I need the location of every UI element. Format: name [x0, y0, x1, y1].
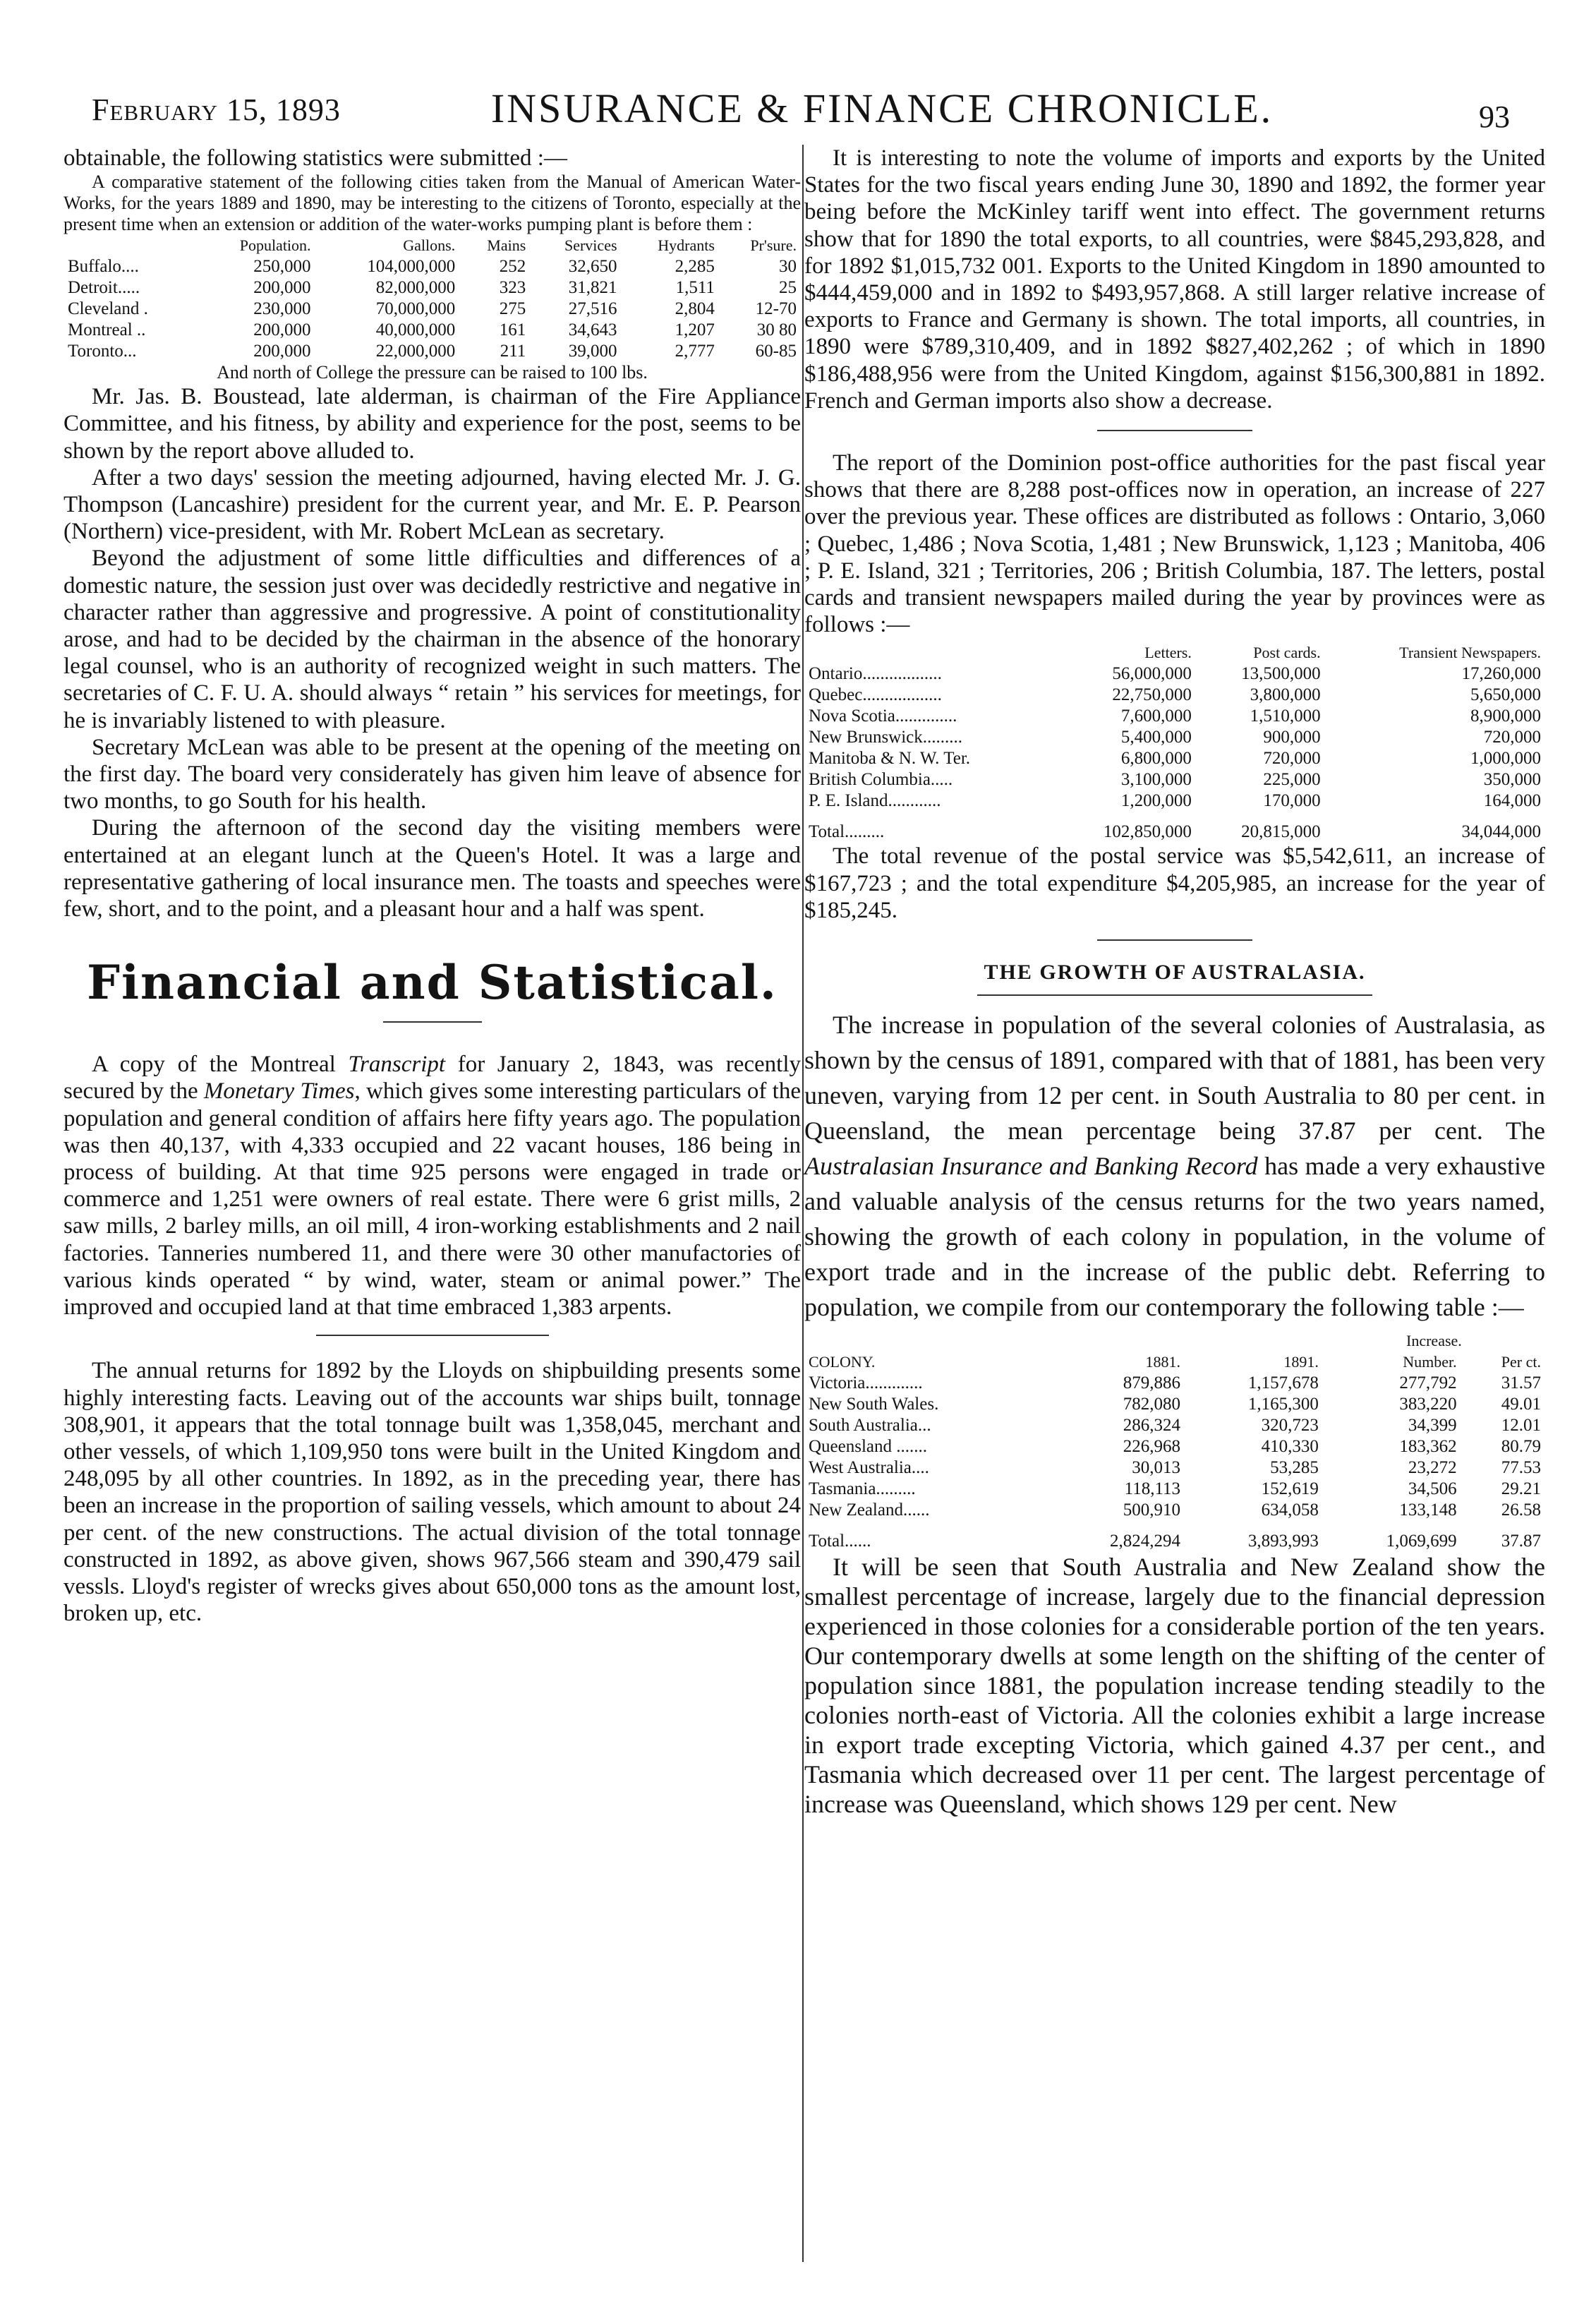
boustead-paragraph: Mr. Jas. B. Boustead, late alderman, is chairman of the Fire Appliance Committee, and his fitness, by ability and experience for the post, seems to be shown by the report above alluded to. [64, 384, 801, 464]
table-cell: Cleveland . [68, 299, 148, 319]
table-cell: 225,000 [1263, 770, 1321, 790]
table-cell: 1,510,000 [1250, 706, 1321, 726]
publication-title: INSURANCE & FINANCE CHRONICLE. [490, 85, 1274, 131]
table-cell: 37.87 [1501, 1532, 1541, 1551]
table-cell: Montreal .. [68, 320, 146, 340]
table-cell: 102,850,000 [1103, 822, 1192, 842]
table-cell: 34,643 [568, 320, 617, 340]
table-cell: 77.53 [1501, 1458, 1541, 1478]
table-cell: 164,000 [1483, 791, 1541, 811]
meeting-adjourned-paragraph: After a two days' session the meeting adjourned, having elected Mr. J. G. Thompson (Lancashire) president for the current year, and Mr. E. P. Pearson (Northern) vice-president, with Mr. Robert McLean as secretary. [64, 464, 801, 545]
total-row [804, 1521, 1545, 1552]
table-cell: 82,000,000 [375, 278, 456, 298]
column-header [64, 235, 196, 256]
table-cell: 1,207 [675, 320, 715, 340]
table-row [804, 1457, 1545, 1479]
table-cell: 3,800,000 [1250, 685, 1321, 705]
table-cell: 13,500,000 [1241, 664, 1321, 684]
table-cell: 12-70 [755, 299, 797, 319]
column-header [804, 642, 1054, 663]
table-cell: 3,100,000 [1120, 770, 1192, 790]
table-cell: New Brunswick......... [809, 728, 963, 747]
table-cell: 27,516 [568, 299, 617, 319]
right-column [804, 145, 1545, 1819]
table-cell: 6,800,000 [1120, 749, 1192, 769]
table-cell: 39,000 [568, 342, 617, 361]
table-cell: 80.79 [1501, 1437, 1541, 1457]
table-row [804, 1500, 1545, 1521]
table-cell: 2,824,294 [1110, 1532, 1181, 1551]
table-cell: 1,511 [675, 278, 715, 298]
table-row [804, 1436, 1545, 1457]
water-works-table [64, 235, 801, 362]
table-cell: British Columbia..... [809, 770, 953, 790]
table-cell: 60-85 [755, 342, 797, 361]
table-row [64, 341, 801, 362]
table-cell: 2,285 [675, 257, 715, 277]
table-cell: Toronto... [68, 342, 137, 361]
column-header: Population. [239, 236, 311, 255]
table-cell: 12.01 [1501, 1416, 1541, 1436]
table-cell: 1,000,000 [1470, 749, 1541, 769]
article-separator [1097, 430, 1252, 431]
table-cell: 20,815,000 [1241, 822, 1321, 842]
table-cell: 1,165,300 [1247, 1395, 1319, 1414]
table-cell: 30 [779, 257, 797, 277]
table-cell: New South Wales. [809, 1395, 939, 1414]
table-cell: 350,000 [1483, 770, 1541, 790]
comparative-statement-note: A comparative statement of the following cities taken from the Manual of American Water-Works, for the years 1889 and 1890, may be interesting to the citizens of Toronto, especially at the present time when an extension or addition of the water-works pumping plant is before them : [64, 172, 801, 235]
column-divider [802, 145, 804, 2262]
table-cell: 133,148 [1399, 1500, 1457, 1520]
lloyds-paragraph: The annual returns for 1892 by the Lloyds on shipbuilding presents some highly interesting facts. Leaving out of the accounts war ships built, tonnage 308,901, it appears that the total tonnage built was 1,358,045, merchant and other vessels, of which 1,109,950 tons were built in the United Kingdom and 248,095 by all other countries. In 1892, as in the preceding year, there has been an increase in the proportion of sailing vessels, which amount to about 24 per cent. of the new constructions. The actual division of the total tonnage constructed in 1892, as above given, shows 967,566 steam and 390,479 sail vessls. Lloyd's register of wrecks gives about 650,000 tons as the amount lost, broken up, etc. [64, 1358, 801, 1627]
table-cell: 31,821 [568, 278, 617, 298]
table-cell: 26.58 [1501, 1500, 1541, 1520]
table-row [804, 790, 1545, 812]
table-cell: 118,113 [1124, 1479, 1181, 1499]
table-cell: Total......... [809, 822, 885, 842]
table-cell: 286,324 [1123, 1416, 1181, 1436]
lunch-paragraph: During the afternoon of the second day the visiting members were entertained at an elegant lunch at the Queen's Hotel. It was a large and representative gathering of local insurance men. The toasts and speeches were few, short, and to the point, and a pleasant hour and a half was spent. [64, 815, 801, 922]
section-heading-financial: Financial and Statistical. [87, 955, 778, 1011]
column-header: Services [564, 236, 617, 255]
post-office-paragraph: The report of the Dominion post-office authorities for the past fiscal year shows that there are 8,288 post-offices now in operation, an increase of 227 over the previous year. These offices are distributed as follows : Ontario, 3,060 ; Quebec, 1,486 ; Nova Scotia, 1,481 ; New Brunswick, 1,123 ; Manitoba, 406 ; P. E. Island, 321 ; Territories, 206 ; British Columbia, 187. The letters, postal cards and transient newspapers mailed during the year by provinces were as follows :— [804, 450, 1545, 638]
table-cell: West Australia.... [809, 1458, 929, 1478]
left-column [64, 145, 801, 1627]
column-header: Per ct. [1501, 1353, 1541, 1371]
article-separator [316, 1335, 549, 1336]
table-cell: 720,000 [1263, 749, 1321, 769]
table-cell: 226,968 [1123, 1437, 1181, 1457]
table-cell: 211 [500, 342, 526, 361]
table-cell: P. E. Island............ [809, 791, 941, 811]
table-cell: 40,000,000 [375, 320, 456, 340]
table-cell: Buffalo.... [68, 257, 139, 277]
table-cell: South Australia... [809, 1416, 931, 1436]
table-cell: 7,600,000 [1120, 706, 1192, 726]
table-group-header-row [804, 1330, 1545, 1352]
table-cell: 34,399 [1408, 1416, 1457, 1436]
column-header: Gallons. [403, 236, 456, 255]
pressure-note: And north of College the pressure can be raised to 100 lbs. [217, 362, 648, 383]
table-cell: 250,000 [253, 257, 311, 277]
table-row [804, 727, 1545, 748]
table-row [64, 299, 801, 320]
table-cell: 34,506 [1408, 1479, 1457, 1499]
table-cell: 30 80 [756, 320, 797, 340]
table-cell: 634,058 [1261, 1500, 1319, 1520]
heading-rule [383, 1021, 482, 1023]
table-row [804, 706, 1545, 727]
table-cell: 383,220 [1399, 1395, 1457, 1414]
table-cell: Manitoba & N. W. Ter. [809, 749, 971, 769]
heading-rule [977, 994, 1372, 996]
table-cell: 275 [499, 299, 526, 319]
table-cell: Queensland ....... [809, 1437, 928, 1457]
table-cell: Detroit..... [68, 278, 140, 298]
issue-date: February 15, 1893 [92, 92, 341, 127]
table-cell: 29.21 [1501, 1479, 1541, 1499]
table-cell: 22,000,000 [375, 342, 456, 361]
table-cell: 70,000,000 [375, 299, 456, 319]
table-cell: 500,910 [1123, 1500, 1181, 1520]
table-cell: 200,000 [253, 278, 311, 298]
column-header: Letters. [1144, 644, 1192, 662]
table-row [804, 663, 1545, 685]
table-cell: 8,900,000 [1470, 706, 1541, 726]
table-cell: 183,362 [1399, 1437, 1457, 1457]
column-header: 1891. [1283, 1353, 1319, 1371]
colony-population-table [804, 1330, 1545, 1552]
table-header-row [64, 235, 801, 256]
table-cell: New Zealand...... [809, 1500, 930, 1520]
table-cell: 49.01 [1501, 1395, 1541, 1414]
table-row [64, 320, 801, 341]
table-cell: 1,157,678 [1247, 1373, 1319, 1393]
table-cell: 23,272 [1408, 1458, 1457, 1478]
table-row [804, 1479, 1545, 1500]
table-cell: 320,723 [1261, 1416, 1319, 1436]
table-row [804, 769, 1545, 790]
table-cell: 252 [499, 257, 526, 277]
table-cell: 720,000 [1483, 728, 1541, 747]
table-row [804, 1394, 1545, 1415]
table-cell: 5,400,000 [1120, 728, 1192, 747]
column-header: 1881. [1145, 1353, 1181, 1371]
table-cell: 782,080 [1123, 1395, 1181, 1414]
table-cell: 170,000 [1263, 791, 1321, 811]
table-cell: 32,650 [568, 257, 617, 277]
table-cell: 200,000 [253, 342, 311, 361]
table-cell: 1,200,000 [1120, 791, 1192, 811]
table-cell: 56,000,000 [1112, 664, 1192, 684]
table-cell: 277,792 [1399, 1373, 1457, 1393]
column-header: Number. [1403, 1353, 1457, 1371]
table-cell: 2,804 [675, 299, 715, 319]
table-cell: Victoria............. [809, 1373, 923, 1393]
postal-revenue-paragraph: The total revenue of the postal service was $5,542,611, an increase of $167,723 ; and the total expenditure $4,205,985, an increase for the year of $185,245. [804, 843, 1545, 923]
article-separator [1097, 939, 1252, 941]
table-cell: Ontario.................. [809, 664, 942, 684]
table-cell: 22,750,000 [1112, 685, 1192, 705]
table-cell: 161 [499, 320, 526, 340]
australasia-paragraph: The increase in population of the several colonies of Australasia, as shown by the census of 1891, compared with that of 1881, has been very uneven, varying from 12 per cent. in South Australia to 80 per cent. in Queensland, the mean percentage being 37.87 per cent. The Australasian Insurance and Banking Record has made a very exhaustive and valuable analysis of the census returns for the two years named, showing the growth of each colony in population, in the volume of export trade and in the increase of the public debt. Referring to population, we compile from our contemporary the following table :— [804, 1011, 1546, 1322]
table-cell: 1,069,699 [1386, 1532, 1457, 1551]
table-row [804, 1373, 1545, 1394]
table-row [804, 685, 1545, 706]
secretary-paragraph: Secretary McLean was able to be present at the opening of the meeting on the first day. The board very considerately has given him leave of absence for two months, to go South for his health. [64, 734, 801, 814]
column-header: Post cards. [1253, 644, 1321, 662]
table-row [64, 256, 801, 277]
table-cell: 53,285 [1270, 1458, 1319, 1478]
table-cell: 34,044,000 [1461, 822, 1541, 842]
table-cell: 25 [779, 278, 797, 298]
column-header: Transient Newspapers. [1399, 644, 1541, 662]
intro-paragraph: obtainable, the following statistics were submitted :— [64, 145, 567, 171]
table-cell: 152,619 [1261, 1479, 1319, 1499]
table-header-row [804, 1352, 1545, 1373]
table-cell: 3,893,993 [1247, 1532, 1319, 1551]
table-cell: 5,650,000 [1470, 685, 1541, 705]
table-cell: 323 [499, 278, 526, 298]
table-cell: 17,260,000 [1461, 664, 1541, 684]
australasia-conclusion-paragraph: It will be seen that South Australia and New Zealand show the smallest percentage of increase, largely due to the financial depression experienced in those colonies for a considerable portion of the ten years. Our contemporary dwells at some length on the shifting of the center of population since 1881, the population increase tending steadily to the colonies north-east of Victoria. All the colonies exhibit a large increase in export trade excepting Victoria, which gained 4.37 per cent., and Tasmania which decreased over 11 per cent. The largest percentage of increase was Queensland, which shows 129 per cent. New [804, 1553, 1545, 1819]
table-cell: 104,000,000 [367, 257, 456, 277]
column-header: COLONY. [809, 1353, 876, 1371]
table-cell: 30,013 [1132, 1458, 1181, 1478]
table-cell: Quebec.................. [809, 685, 942, 705]
increase-group-header: Increase. [1406, 1332, 1462, 1350]
montreal-copy-paragraph: A copy of the Montreal Transcript for January 2, 1843, was recently secured by the Monetary Times, which gives some interesting particulars of the population and general condition of affairs here fifty years ago. The population was then 40,137, with 4,333 occupied and 22 vacant houses, 186 being in process of building. At that time 925 persons were engaged in trade or commerce and 1,251 were owners of real estate. There were 6 grist mills, 2 saw mills, 2 barley mills, an oil mill, 4 iron-working establishments and 2 nail factories. Tanneries numbered 11, and there were 30 other manufactories of various kinds operated “ by wind, water, steam or animal power.” The improved and occupied land at that time embraced 1,383 arpents. [64, 1052, 801, 1321]
column-header: Hydrants [658, 236, 715, 255]
page-number: 93 [1479, 100, 1510, 134]
imports-paragraph: It is interesting to note the volume of imports and exports by the United States for the two fiscal years ending June 30, 1890 and 1892, the former year being before the McKinley tariff went into effect. The government returns show that for 1890 the total exports, to all countries, were $845,293,828, and for 1892 $1,015,732 001. Exports to the United Kingdom in 1890 amounted to $444,459,000 and in 1892 to $493,957,868. A still larger relative increase of exports to France and Germany is shown. The total imports, all countries, in 1890 were $789,310,409, and in 1892 $827,402,262 ; of which in 1890 $186,488,956 were from the United Kingdom, against $156,300,881 in 1892. French and German imports also show a decrease. [804, 145, 1545, 414]
table-row [804, 748, 1545, 769]
table-cell: Tasmania......... [809, 1479, 916, 1499]
table-cell: 879,886 [1123, 1373, 1181, 1393]
table-cell: Nova Scotia.............. [809, 706, 957, 726]
session-paragraph: Beyond the adjustment of some little difficulties and differences of a domestic nature, the session just over was decidedly restrictive and negative in character rather than aggressive and progressive. A point of constitutionality arose, and had to be decided by the chairman in the absence of the honorary legal counsel, who is an authority of recognized weight in such matters. The secretaries of C. F. U. A. should always “ retain ” his services for meetings, for he is invariably listened to with pleasure. [64, 546, 801, 733]
page-header [92, 85, 1510, 141]
australasia-heading: THE GROWTH OF AUSTRALASIA. [984, 961, 1366, 985]
table-cell: 230,000 [253, 299, 311, 319]
postal-table [804, 642, 1545, 843]
table-header-row [804, 642, 1545, 663]
table-row [804, 1415, 1545, 1436]
table-cell: 410,330 [1261, 1437, 1319, 1457]
column-header: Mains [487, 236, 526, 255]
table-row [64, 277, 801, 299]
table-cell: 900,000 [1263, 728, 1321, 747]
table-cell: 2,777 [675, 342, 715, 361]
table-cell: 200,000 [253, 320, 311, 340]
total-row [804, 812, 1545, 843]
column-header: Pr'sure. [750, 236, 797, 255]
table-cell: Total...... [809, 1532, 871, 1551]
table-cell: 31.57 [1501, 1373, 1541, 1393]
